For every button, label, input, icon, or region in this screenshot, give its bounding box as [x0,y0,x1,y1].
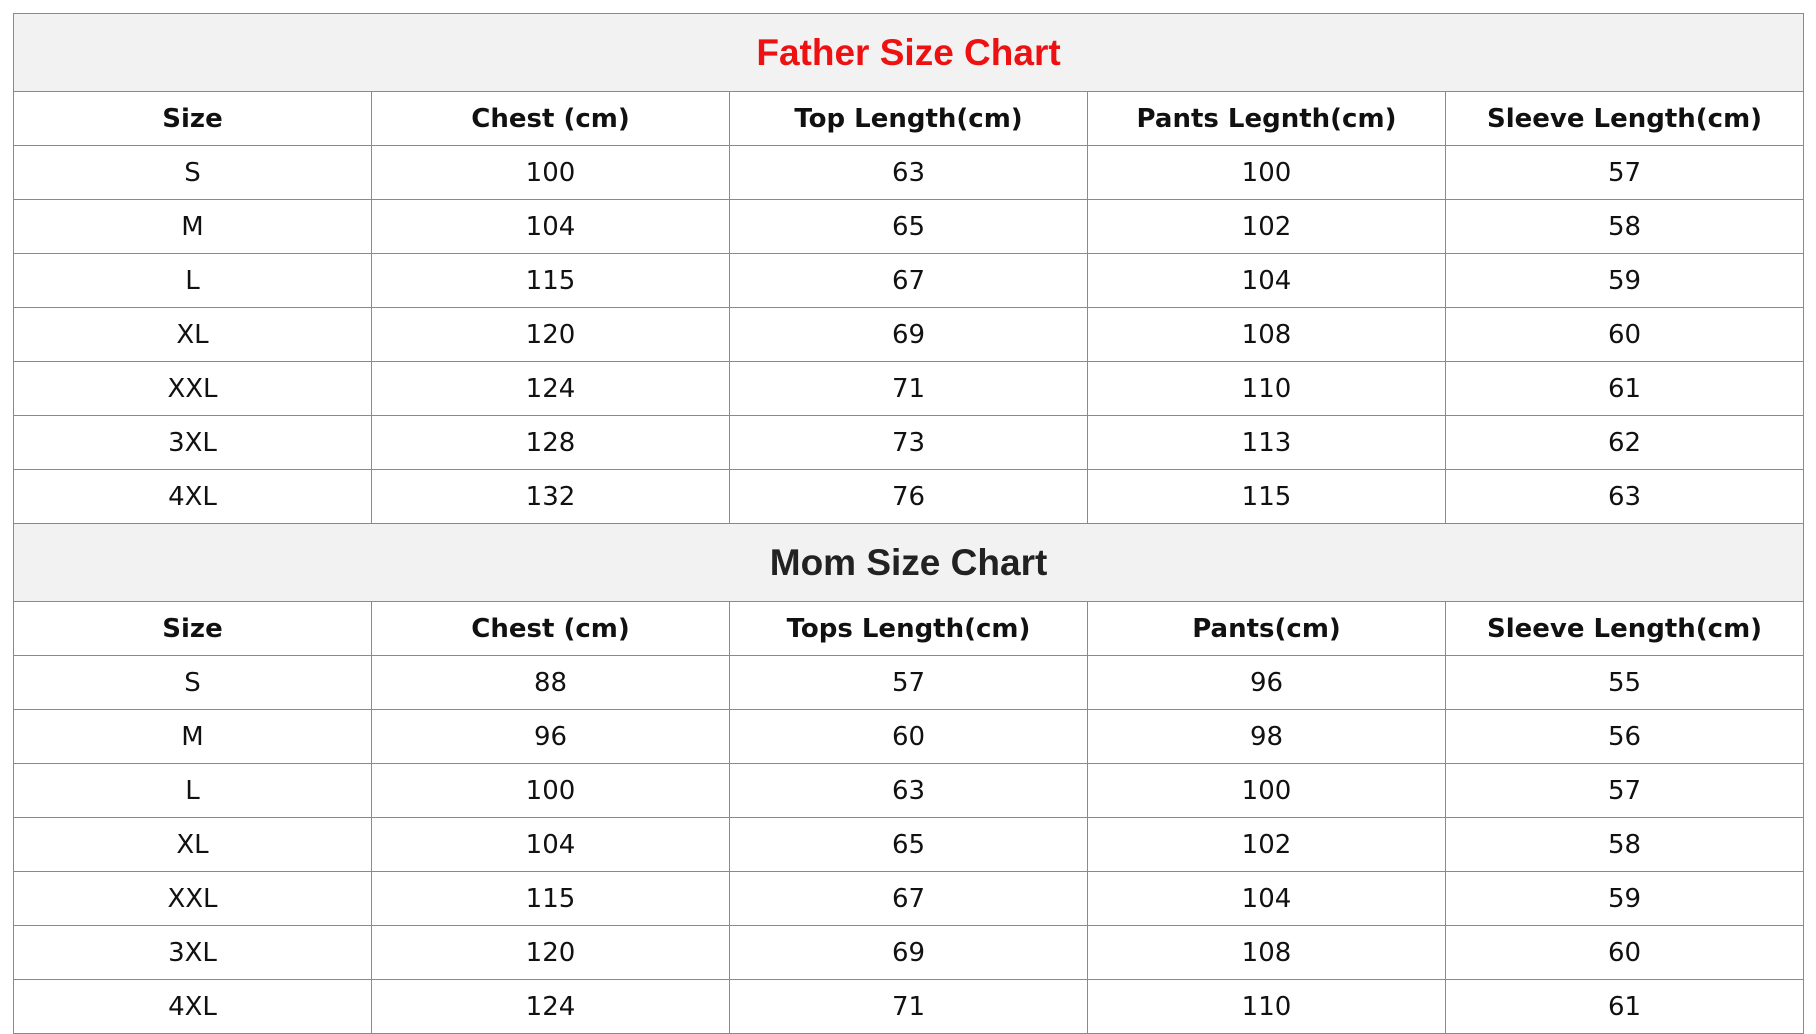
mom-chart-title: Mom Size Chart [14,524,1804,602]
sleeve-length-cell: 58 [1446,200,1804,254]
chest-cell: 124 [372,362,730,416]
sleeve-length-cell: 57 [1446,146,1804,200]
size-cell: L [14,764,372,818]
sleeve-length-cell: 56 [1446,710,1804,764]
size-cell: M [14,200,372,254]
sleeve-length-cell: 60 [1446,308,1804,362]
pants-cell: 96 [1088,656,1446,710]
top-length-cell: 65 [730,200,1088,254]
pants-cell: 104 [1088,872,1446,926]
size-cell: XL [14,818,372,872]
chest-cell: 96 [372,710,730,764]
table-row [14,980,1804,1034]
top-length-cell: 73 [730,416,1088,470]
sleeve-length-cell: 63 [1446,470,1804,524]
sleeve-length-cell: 62 [1446,416,1804,470]
sleeve-length-cell: 58 [1446,818,1804,872]
table-row [14,200,1804,254]
top-length-cell: 63 [730,146,1088,200]
chest-cell: 100 [372,146,730,200]
table-row [14,764,1804,818]
pants-length-cell: 115 [1088,470,1446,524]
column-header-tops-length: Tops Length(cm) [730,602,1088,656]
table-row [14,656,1804,710]
mom-header-row [14,602,1804,656]
size-chart-table [13,13,1804,1034]
pants-length-cell: 102 [1088,200,1446,254]
top-length-cell: 76 [730,470,1088,524]
chest-cell: 120 [372,926,730,980]
pants-cell: 102 [1088,818,1446,872]
size-cell: 3XL [14,416,372,470]
chest-cell: 128 [372,416,730,470]
top-length-cell: 67 [730,254,1088,308]
pants-length-cell: 100 [1088,146,1446,200]
sleeve-length-cell: 60 [1446,926,1804,980]
sleeve-length-cell: 57 [1446,764,1804,818]
chest-cell: 115 [372,872,730,926]
column-header-chest: Chest (cm) [372,92,730,146]
chest-cell: 115 [372,254,730,308]
column-header-pants: Pants(cm) [1088,602,1446,656]
size-cell: S [14,146,372,200]
pants-cell: 98 [1088,710,1446,764]
pants-length-cell: 104 [1088,254,1446,308]
chest-cell: 104 [372,200,730,254]
father-chart-title: Father Size Chart [14,14,1804,92]
chest-cell: 104 [372,818,730,872]
size-cell: 3XL [14,926,372,980]
tops-length-cell: 71 [730,980,1088,1034]
size-cell: S [14,656,372,710]
size-cell: XL [14,308,372,362]
size-chart-container [13,13,1803,1034]
pants-length-cell: 108 [1088,308,1446,362]
sleeve-length-cell: 61 [1446,980,1804,1034]
sleeve-length-cell: 55 [1446,656,1804,710]
sleeve-length-cell: 59 [1446,872,1804,926]
chest-cell: 120 [372,308,730,362]
column-header-top-length: Top Length(cm) [730,92,1088,146]
chest-cell: 88 [372,656,730,710]
pants-cell: 110 [1088,980,1446,1034]
table-row [14,362,1804,416]
table-row [14,416,1804,470]
table-row [14,710,1804,764]
mom-size-chart [14,524,1804,1034]
column-header-size: Size [14,602,372,656]
father-header-row [14,92,1804,146]
table-row [14,308,1804,362]
size-cell: XXL [14,362,372,416]
column-header-pants-length: Pants Legnth(cm) [1088,92,1446,146]
size-cell: XXL [14,872,372,926]
table-row [14,470,1804,524]
column-header-chest: Chest (cm) [372,602,730,656]
tops-length-cell: 60 [730,710,1088,764]
size-cell: L [14,254,372,308]
tops-length-cell: 65 [730,818,1088,872]
column-header-sleeve-length: Sleeve Length(cm) [1446,92,1804,146]
top-length-cell: 71 [730,362,1088,416]
table-row [14,146,1804,200]
pants-length-cell: 110 [1088,362,1446,416]
sleeve-length-cell: 59 [1446,254,1804,308]
sleeve-length-cell: 61 [1446,362,1804,416]
top-length-cell: 69 [730,308,1088,362]
pants-length-cell: 113 [1088,416,1446,470]
tops-length-cell: 63 [730,764,1088,818]
chest-cell: 124 [372,980,730,1034]
column-header-size: Size [14,92,372,146]
tops-length-cell: 57 [730,656,1088,710]
chest-cell: 132 [372,470,730,524]
column-header-sleeve-length: Sleeve Length(cm) [1446,602,1804,656]
pants-cell: 100 [1088,764,1446,818]
size-cell: M [14,710,372,764]
table-row [14,818,1804,872]
tops-length-cell: 69 [730,926,1088,980]
size-cell: 4XL [14,470,372,524]
table-row [14,872,1804,926]
father-size-chart [14,14,1804,524]
table-row [14,254,1804,308]
table-row [14,926,1804,980]
size-cell: 4XL [14,980,372,1034]
tops-length-cell: 67 [730,872,1088,926]
chest-cell: 100 [372,764,730,818]
pants-cell: 108 [1088,926,1446,980]
